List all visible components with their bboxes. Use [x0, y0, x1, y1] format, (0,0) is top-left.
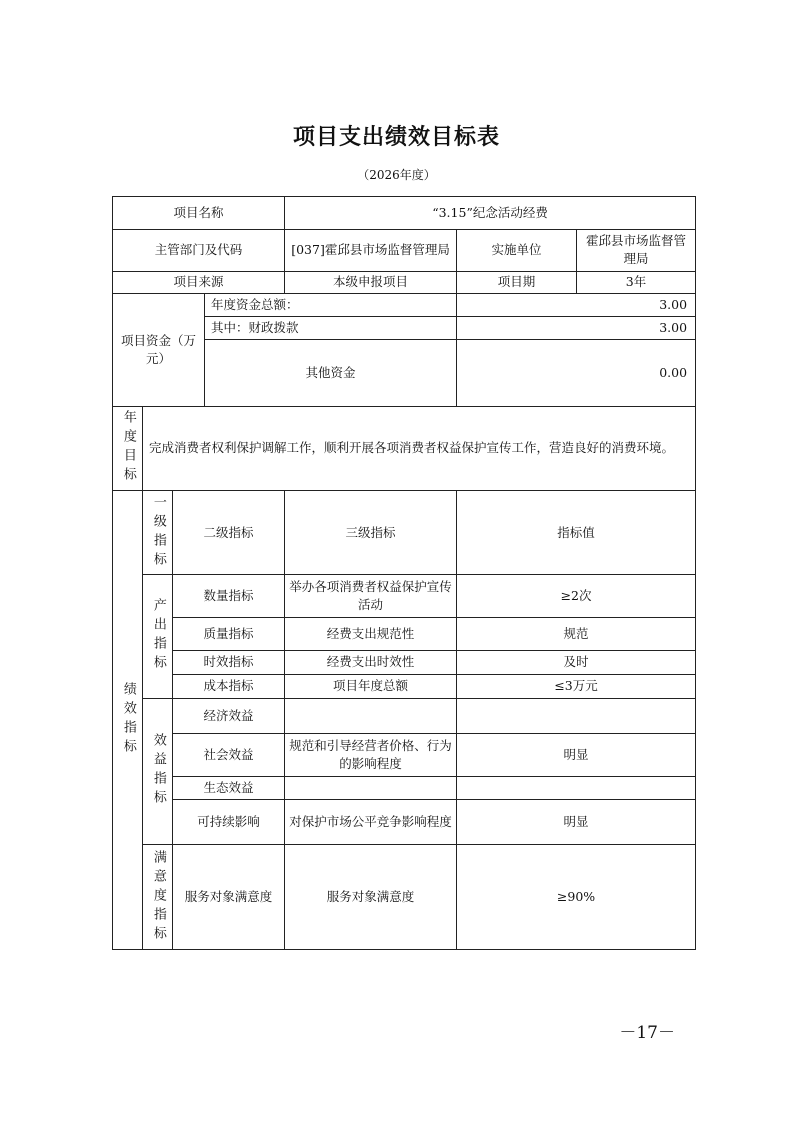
row-annual-goal — [113, 406, 696, 491]
page-number: －17－ — [619, 1023, 675, 1043]
level2-cell: 生态效益 — [173, 776, 285, 799]
header-level1: 一级指标 — [143, 491, 173, 575]
level2-cell: 社会效益 — [173, 734, 285, 776]
table-row — [113, 734, 696, 776]
table-row — [113, 618, 696, 650]
funds-label: 项目资金（万元） — [113, 293, 205, 406]
source-value: 本级申报项目 — [285, 271, 457, 293]
benefit-indicator-label: 效益指标 — [143, 698, 173, 844]
funds-other-label: 其他资金 — [205, 340, 457, 407]
source-label: 项目来源 — [113, 271, 285, 293]
level3-cell: 经费支出时效性 — [285, 650, 457, 674]
table-row — [113, 776, 696, 799]
annual-goal-label: 年度目标 — [113, 406, 143, 491]
funds-fiscal-label: 其中：财政拨款 — [205, 316, 457, 339]
level3-cell: 对保护市场公平竞争影响程度 — [285, 799, 457, 844]
level3-cell: 项目年度总额 — [285, 674, 457, 698]
value-cell: 明显 — [457, 734, 696, 776]
level2-cell: 质量指标 — [173, 618, 285, 650]
table-row — [113, 650, 696, 674]
funds-other-value: 0.00 — [457, 340, 696, 407]
level3-cell — [285, 776, 457, 799]
annual-goal-text: 完成消费者权利保护调解工作，顺利开展各项消费者权益保护宣传工作，营造良好的消费环境。 — [143, 406, 696, 491]
level3-cell — [285, 698, 457, 733]
value-cell: 明显 — [457, 799, 696, 844]
row-indicator-header — [113, 491, 696, 575]
period-label: 项目期 — [457, 271, 577, 293]
header-level3: 三级指标 — [285, 491, 457, 575]
project-name-label: 项目名称 — [113, 197, 285, 230]
output-indicator-label: 产出指标 — [143, 574, 173, 698]
value-cell: 规范 — [457, 618, 696, 650]
dept-value: [037]霍邱县市场监督管理局 — [285, 230, 457, 271]
project-name-value: “3.15”纪念活动经费 — [285, 197, 696, 230]
value-cell: ≥2次 — [457, 574, 696, 617]
table-row — [113, 574, 696, 617]
dept-label: 主管部门及代码 — [113, 230, 285, 271]
level3-cell: 举办各项消费者权益保护宣传活动 — [285, 574, 457, 617]
row-source — [113, 271, 696, 293]
header-value: 指标值 — [457, 491, 696, 575]
row-project-name — [113, 197, 696, 230]
impl-value: 霍邱县市场监督管理局 — [577, 230, 696, 271]
table-row — [113, 845, 696, 950]
row-department — [113, 230, 696, 271]
value-cell — [457, 698, 696, 733]
satisfaction-indicator-label: 满意度指标 — [143, 845, 173, 950]
level2-cell: 服务对象满意度 — [173, 845, 285, 950]
value-cell: 及时 — [457, 650, 696, 674]
value-cell: ≤3万元 — [457, 674, 696, 698]
funds-total-label: 年度资金总额： — [205, 293, 457, 316]
fiscal-year: （2026年度） — [357, 168, 436, 182]
level2-cell: 可持续影响 — [173, 799, 285, 844]
level3-cell: 经费支出规范性 — [285, 618, 457, 650]
impl-label: 实施单位 — [457, 230, 577, 271]
level2-cell: 数量指标 — [173, 574, 285, 617]
page-title: 项目支出绩效目标表 — [292, 125, 500, 150]
performance-table — [112, 196, 696, 950]
funds-total-value: 3.00 — [457, 293, 696, 316]
level2-cell: 经济效益 — [173, 698, 285, 733]
header-level2: 二级指标 — [173, 491, 285, 575]
indicators-section-label: 绩效指标 — [113, 491, 143, 950]
funds-fiscal-value: 3.00 — [457, 316, 696, 339]
level3-cell: 服务对象满意度 — [285, 845, 457, 950]
row-funds-total — [113, 293, 696, 316]
table-row — [113, 698, 696, 733]
value-cell: ≥90% — [457, 845, 696, 950]
table-row — [113, 674, 696, 698]
value-cell — [457, 776, 696, 799]
level2-cell: 时效指标 — [173, 650, 285, 674]
level2-cell: 成本指标 — [173, 674, 285, 698]
table-row — [113, 799, 696, 844]
period-value: 3年 — [577, 271, 696, 293]
level3-cell: 规范和引导经营者价格、行为的影响程度 — [285, 734, 457, 776]
